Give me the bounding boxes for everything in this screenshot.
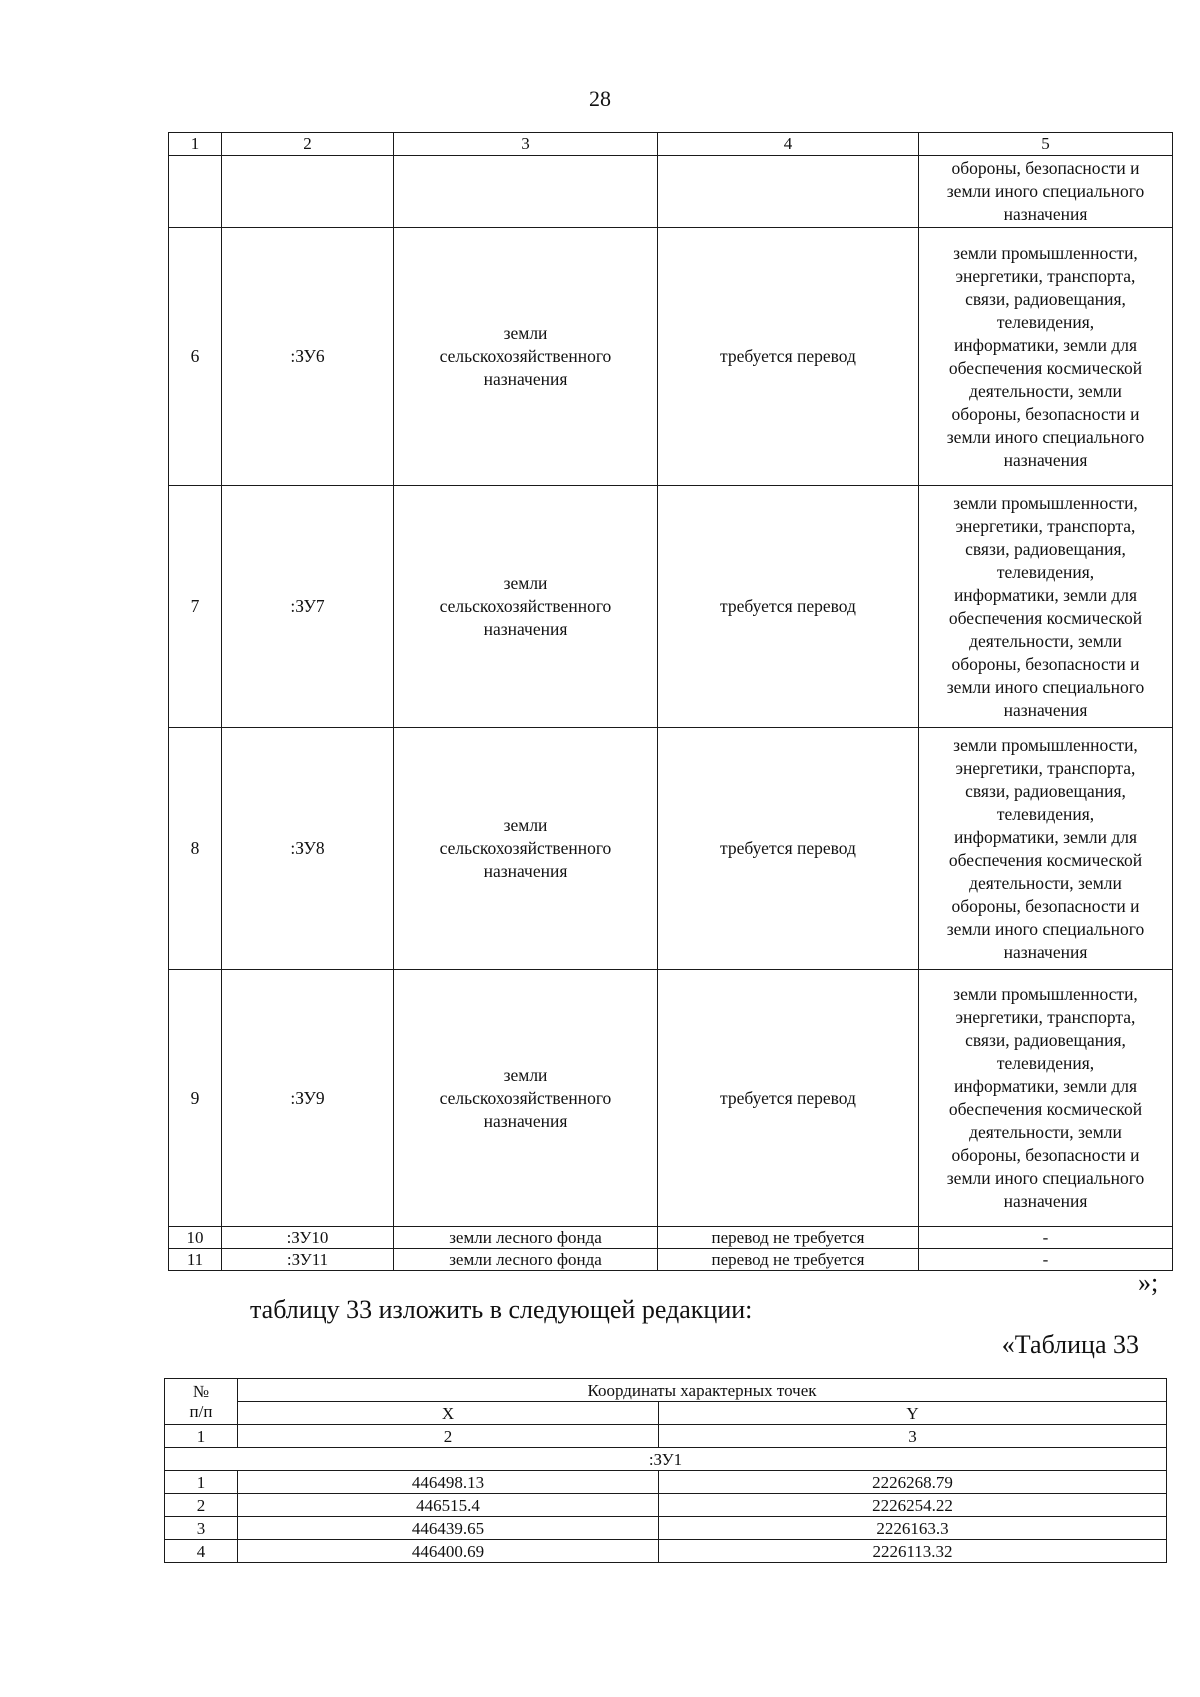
point-number-cell: 2 (165, 1494, 238, 1517)
target-category-cell: земли промышленности, энергетики, транспорта, связи, радиовещания, телевидения, информатики, земли для обеспечения космической деятельности, земли обороны, безопасности и земли иного специального назначения (919, 486, 1173, 728)
table-row (165, 1494, 1167, 1517)
table-row (169, 156, 1173, 228)
y-header-cell: Y (659, 1402, 1167, 1425)
row-number-cell: 11 (169, 1249, 222, 1271)
header-cell: 5 (919, 133, 1173, 156)
category-cell: земли сельскохозяйственного назначения (394, 228, 658, 486)
plot-id-cell: :ЗУ8 (222, 728, 394, 970)
table-header-row (165, 1402, 1167, 1425)
target-category-cell: земли промышленности, энергетики, транспорта, связи, радиовещания, телевидения, информатики, земли для обеспечения космической деятельности, земли обороны, безопасности и земли иного специального назначения (919, 970, 1173, 1227)
plot-id-cell: :ЗУ10 (222, 1227, 394, 1249)
plot-id-cell: :ЗУ7 (222, 486, 394, 728)
row-number-cell: 7 (169, 486, 222, 728)
land-transfer-table (168, 132, 1173, 1271)
category-cell: земли лесного фонда (394, 1249, 658, 1271)
category-cell: земли сельскохозяйственного назначения (394, 486, 658, 728)
number-header-cell: № п/п (165, 1379, 238, 1425)
table-header-row (169, 133, 1173, 156)
table-row (165, 1471, 1167, 1494)
x-value-cell: 446498.13 (238, 1471, 659, 1494)
column-index-row (165, 1425, 1167, 1448)
row-number-cell: 10 (169, 1227, 222, 1249)
instruction-text: таблицу 33 изложить в следующей редакции: (250, 1295, 753, 1324)
table-row (169, 228, 1173, 486)
point-number-cell: 4 (165, 1540, 238, 1563)
x-header-cell: X (238, 1402, 659, 1425)
y-value-cell: 2226268.79 (659, 1471, 1167, 1494)
plot-id-cell: :ЗУ11 (222, 1249, 394, 1271)
table-header-row (165, 1379, 1167, 1402)
category-cell: земли сельскохозяйственного назначения (394, 728, 658, 970)
table-row (169, 1249, 1173, 1271)
coordinates-table (164, 1378, 1167, 1563)
y-value-cell: 2226254.22 (659, 1494, 1167, 1517)
transfer-cell: требуется перевод (658, 228, 919, 486)
table-row (169, 728, 1173, 970)
table-row (169, 1227, 1173, 1249)
table-caption: «Таблица 33 (1001, 1330, 1139, 1359)
group-label-cell: :ЗУ1 (165, 1448, 1167, 1471)
index-cell: 2 (238, 1425, 659, 1448)
closing-quote: »; (1138, 1268, 1159, 1297)
transfer-cell: перевод не требуется (658, 1227, 919, 1249)
index-cell: 1 (165, 1425, 238, 1448)
table-row (165, 1517, 1167, 1540)
plot-id-cell: :ЗУ6 (222, 228, 394, 486)
transfer-cell: требуется перевод (658, 970, 919, 1227)
point-number-cell: 3 (165, 1517, 238, 1540)
table-row (169, 970, 1173, 1227)
target-category-cell: - (919, 1249, 1173, 1271)
header-cell: 2 (222, 133, 394, 156)
header-cell: 4 (658, 133, 919, 156)
x-value-cell: 446515.4 (238, 1494, 659, 1517)
category-cell: земли сельскохозяйственного назначения (394, 970, 658, 1227)
plot-id-cell: :ЗУ9 (222, 970, 394, 1227)
row-number-cell: 9 (169, 970, 222, 1227)
page-number: 28 (589, 86, 611, 111)
transfer-cell: требуется перевод (658, 728, 919, 970)
category-cell: земли лесного фонда (394, 1227, 658, 1249)
y-value-cell: 2226113.32 (659, 1540, 1167, 1563)
table-row (169, 486, 1173, 728)
x-value-cell: 446439.65 (238, 1517, 659, 1540)
header-cell: 3 (394, 133, 658, 156)
point-number-cell: 1 (165, 1471, 238, 1494)
table-row (165, 1540, 1167, 1563)
y-value-cell: 2226163.3 (659, 1517, 1167, 1540)
group-row (165, 1448, 1167, 1471)
coordinates-header-cell: Координаты характерных точек (238, 1379, 1167, 1402)
transfer-cell: требуется перевод (658, 486, 919, 728)
index-cell: 3 (659, 1425, 1167, 1448)
row-number-cell: 6 (169, 228, 222, 486)
target-category-cell: земли промышленности, энергетики, транспорта, связи, радиовещания, телевидения, информатики, земли для обеспечения космической деятельности, земли обороны, безопасности и земли иного специального назначения (919, 728, 1173, 970)
target-category-cell: земли промышленности, энергетики, транспорта, связи, радиовещания, телевидения, информатики, земли для обеспечения космической деятельности, земли обороны, безопасности и земли иного специального назначения (919, 228, 1173, 486)
header-cell: 1 (169, 133, 222, 156)
target-category-cell: обороны, безопасности и земли иного специального назначения (919, 156, 1173, 228)
row-number-cell: 8 (169, 728, 222, 970)
transfer-cell: перевод не требуется (658, 1249, 919, 1271)
target-category-cell: - (919, 1227, 1173, 1249)
x-value-cell: 446400.69 (238, 1540, 659, 1563)
